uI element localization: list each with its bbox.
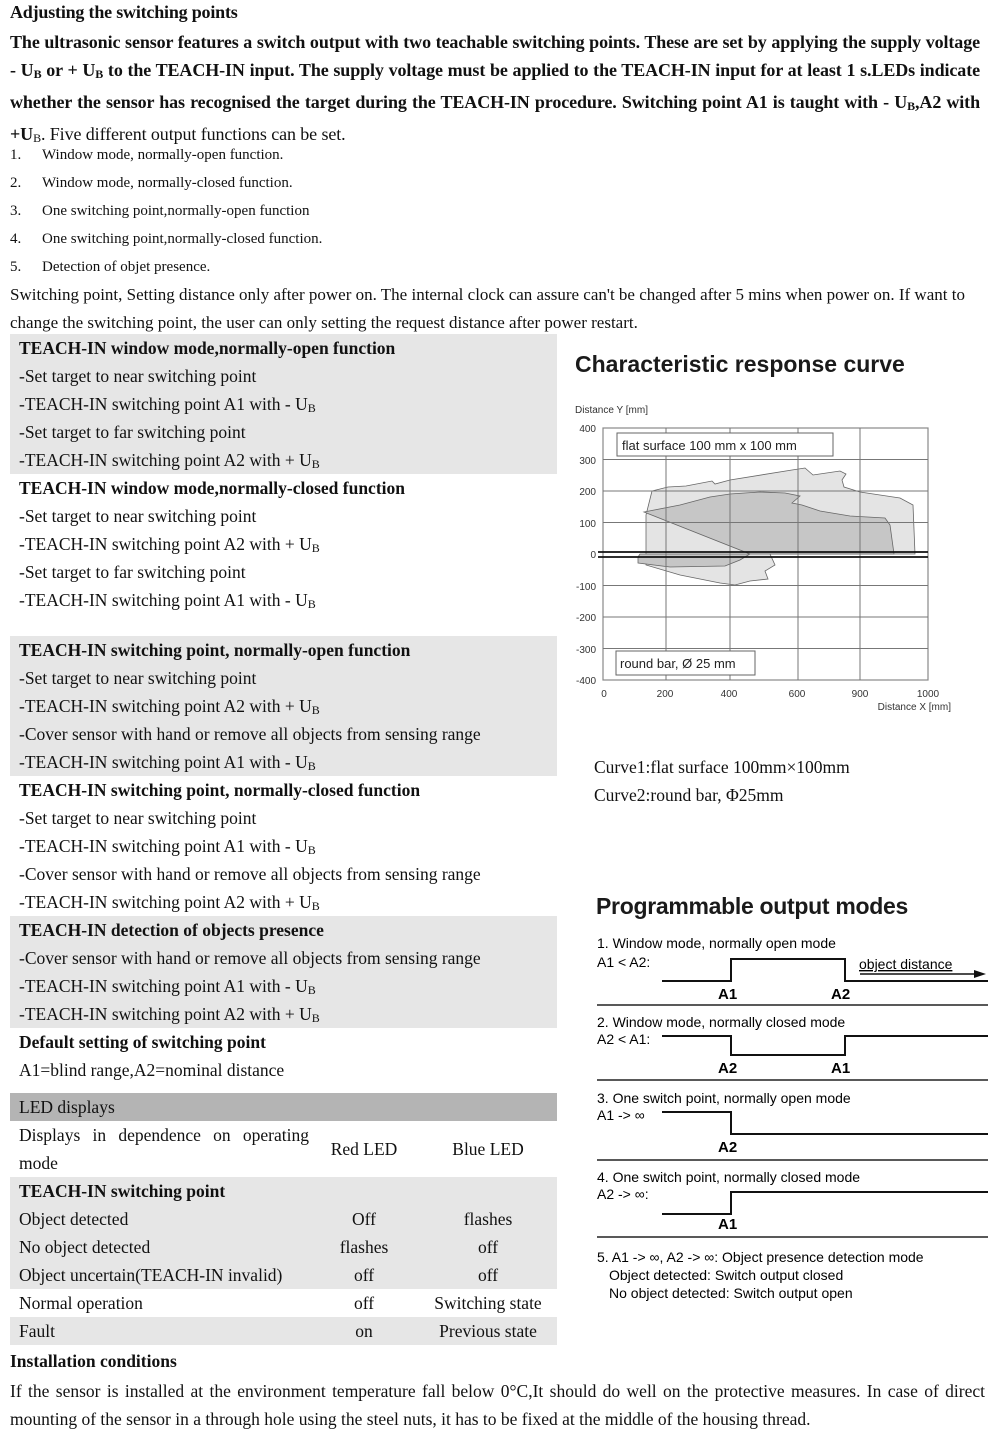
mode1-title: 1. Window mode, normally open mode — [597, 935, 836, 951]
block-step: -Set target to near switching point — [19, 366, 257, 386]
block-step: -Set target to far switching point — [19, 422, 246, 442]
red-led-value: off — [309, 1261, 419, 1289]
block-step: -Cover sensor with hand or remove all objects from sensing range — [19, 864, 481, 884]
curve-legend — [594, 753, 850, 809]
block-step: -Set target to near switching point — [19, 506, 257, 526]
default-setting-block — [10, 1028, 557, 1084]
blue-led-value: flashes — [419, 1205, 557, 1233]
teach-block-switch-nc — [10, 776, 557, 916]
mode2-signal — [662, 1036, 988, 1055]
table-row — [10, 1261, 557, 1289]
table-row — [10, 1317, 557, 1345]
block-step: -Set target to near switching point — [19, 808, 257, 828]
y-tick: -300 — [575, 645, 596, 656]
table-row — [10, 1289, 557, 1317]
mode4-label-a1: A1 — [718, 1216, 738, 1233]
subscript-b: B — [33, 131, 41, 145]
list-label: Window mode, normally-closed function. — [42, 175, 293, 191]
step-text: -TEACH-IN switching point A2 with + U — [19, 1004, 312, 1024]
object-distance-label: object distance — [859, 956, 953, 972]
step-text: -TEACH-IN switching point A2 with + U — [19, 892, 312, 912]
mode1-condition: A1 < A2: — [597, 954, 651, 970]
block-step: -Cover sensor with hand or remove all objects from sensing range — [19, 948, 481, 968]
step-text: -TEACH-IN switching point A1 with - U — [19, 590, 308, 610]
mode3-condition: A1 -> ∞ — [597, 1107, 645, 1123]
block-step: -Cover sensor with hand or remove all objects from sensing range — [19, 724, 481, 744]
section-title-installation: Installation conditions — [10, 1351, 177, 1371]
list-item — [10, 253, 322, 281]
list-number: 1. — [10, 147, 22, 163]
row-label: Object detected — [10, 1205, 309, 1233]
list-item — [10, 225, 322, 253]
subscript-b: B — [33, 67, 42, 81]
mode5-not-detected: No object detected: Switch output open — [609, 1285, 853, 1301]
mode2-label-a1: A1 — [831, 1060, 851, 1077]
row-label: Normal operation — [19, 1293, 143, 1313]
table-row — [10, 1205, 557, 1233]
table-header: LED displays — [10, 1093, 557, 1121]
list-number: 5. — [10, 259, 22, 275]
y-tick: -100 — [575, 582, 596, 593]
subscript-b: B — [311, 899, 320, 913]
list-number: 4. — [10, 231, 22, 247]
blue-led-value: off — [419, 1233, 557, 1261]
output-function-list — [10, 141, 322, 281]
annotation-text: round bar, Ø 25 mm — [620, 656, 736, 671]
block-step — [10, 530, 557, 558]
list-number: 3. — [10, 203, 22, 219]
output-mode-diagram — [590, 925, 990, 1310]
teach-block-switch-no — [10, 636, 557, 776]
y-tick: 300 — [579, 456, 596, 467]
subscript-b: B — [311, 541, 320, 555]
table-row — [10, 1233, 557, 1261]
intro-text-4: ,A2 with +U — [10, 92, 980, 144]
y-tick: 200 — [579, 487, 596, 498]
red-led-value: Off — [309, 1205, 419, 1233]
red-led-value: off — [353, 1293, 375, 1313]
list-label: Window mode, normally-open function. — [42, 147, 284, 163]
teach-block-presence — [10, 916, 557, 1028]
list-item — [10, 141, 322, 169]
mode2-label-a2: A2 — [718, 1060, 738, 1077]
blue-led-value: off — [419, 1261, 557, 1289]
programmable-modes-title: Programmable output modes — [596, 893, 908, 919]
list-item — [10, 197, 322, 225]
table-header-row — [10, 1093, 557, 1121]
chart-title: Characteristic response curve — [575, 351, 905, 377]
intro-text-2: or + U — [41, 60, 96, 80]
block-title: TEACH-IN window mode,normally-open function — [19, 338, 396, 358]
mode5-detected: Object detected: Switch output closed — [609, 1267, 844, 1283]
list-label: One switching point,normally-closed function. — [42, 231, 323, 247]
blue-led-value: Previous state — [419, 1317, 557, 1345]
col-desc-header: Displays in dependence on operating mode — [19, 1125, 309, 1173]
x-tick: 400 — [720, 689, 738, 700]
mode1-label-a1: A1 — [718, 986, 738, 1003]
x-tick: 900 — [851, 689, 869, 700]
y-tick: 400 — [579, 424, 596, 435]
curve1-legend: Curve1:flat surface 100mm×100mm — [594, 757, 850, 777]
intro-text-5: . Five different output functions can be set. — [40, 124, 346, 144]
block-title: TEACH-IN window mode,normally-closed function — [19, 478, 405, 498]
response-curve-chart — [560, 395, 980, 725]
curve2-legend: Curve2:round bar, Φ25mm — [594, 785, 784, 805]
block-step — [10, 446, 557, 474]
y-axis-label: Distance Y [mm] — [575, 405, 648, 416]
step-text: -TEACH-IN switching point A1 with - U — [19, 836, 308, 856]
step-text: -TEACH-IN switching point A2 with + U — [19, 534, 312, 554]
y-tick: 100 — [579, 519, 596, 530]
power-on-note: Switching point, Setting distance only after power on. The internal clock can assure can't be changed after 5 mins when power on. If want to change the switching point, the user can only setting the request distance after power restart. — [10, 285, 965, 332]
mode3-title: 3. One switch point, normally open mode — [597, 1090, 851, 1106]
x-axis-label: Distance X [mm] — [877, 702, 951, 713]
subscript-b: B — [307, 401, 316, 415]
row-label: No object detected — [10, 1233, 309, 1261]
block-title: TEACH-IN switching point, normally-open function — [19, 640, 411, 660]
subscript-b: B — [311, 457, 320, 471]
x-tick: 200 — [656, 689, 674, 700]
mode3-signal — [662, 1112, 988, 1134]
teach-block-window-nc — [10, 474, 557, 614]
installation-paragraph: If the sensor is installed at the environment temperature fall below 0°C,It should do well on the protective measures. In case of direct mounting of the sensor in a through hole using the steel nuts, it has to be fixed at the middle of the housing thread. — [10, 1381, 985, 1429]
block-title: TEACH-IN detection of objects presence — [19, 920, 324, 940]
subscript-b: B — [311, 1011, 320, 1025]
y-tick: 0 — [590, 550, 596, 561]
subscript-b: B — [307, 759, 316, 773]
subscript-b: B — [95, 67, 104, 81]
subscript-b: B — [307, 983, 316, 997]
red-led-value: flashes — [309, 1233, 419, 1261]
mode4-signal — [662, 1192, 988, 1214]
mode5-title: 5. A1 -> ∞, A2 -> ∞: Object presence detection mode — [597, 1249, 924, 1265]
intro-paragraph — [10, 28, 980, 152]
teach-block-window-no — [10, 334, 557, 474]
col-blue-header: Blue LED — [452, 1139, 524, 1159]
subscript-b: B — [311, 703, 320, 717]
block-step — [10, 1000, 557, 1028]
step-text: -TEACH-IN switching point A1 with - U — [19, 752, 308, 772]
y-tick: -400 — [575, 676, 596, 687]
led-display-table — [10, 1093, 557, 1345]
mode2-condition: A2 < A1: — [597, 1031, 651, 1047]
list-label: One switching point,normally-open function — [42, 203, 310, 219]
step-text: -TEACH-IN switching point A1 with - U — [19, 976, 308, 996]
subscript-b: B — [907, 99, 916, 113]
table-row — [10, 1121, 557, 1177]
subscript-b: B — [307, 597, 316, 611]
mode1-label-a2: A2 — [831, 986, 851, 1003]
annotation-text: flat surface 100 mm x 100 mm — [622, 438, 797, 453]
blue-led-value: Switching state — [434, 1293, 542, 1313]
intro-text-1: The ultrasonic sensor features a switch output with two teachable switching points. These are set by applying the supply voltage - U — [10, 32, 980, 80]
block-title: TEACH-IN switching point, normally-closed function — [19, 780, 421, 800]
subscript-b: B — [307, 843, 316, 857]
block-step — [10, 832, 557, 860]
block-step: A1=blind range,A2=nominal distance — [19, 1060, 285, 1080]
row-label: Fault — [10, 1317, 309, 1345]
step-text: -TEACH-IN switching point A1 with - U — [19, 394, 308, 414]
x-tick: 1000 — [916, 689, 940, 700]
list-item — [10, 169, 322, 197]
mode3-label-a2: A2 — [718, 1139, 738, 1156]
x-tick: 600 — [788, 689, 806, 700]
block-step — [10, 748, 557, 776]
table-section: TEACH-IN switching point — [10, 1177, 557, 1205]
block-step — [10, 390, 557, 418]
mode4-condition: A2 -> ∞: — [597, 1186, 649, 1202]
col-red-header: Red LED — [330, 1139, 398, 1159]
mode4-title: 4. One switch point, normally closed mode — [597, 1169, 861, 1185]
x-tick: 0 — [601, 689, 607, 700]
list-label: Detection of objet presence. — [42, 259, 211, 275]
mode2-title: 2. Window mode, normally closed mode — [597, 1014, 846, 1030]
block-title: Default setting of switching point — [19, 1032, 266, 1052]
step-text: -TEACH-IN switching point A2 with + U — [19, 450, 312, 470]
step-text: -TEACH-IN switching point A2 with + U — [19, 696, 312, 716]
block-step — [10, 586, 557, 614]
list-number: 2. — [10, 175, 22, 191]
arrow-right-icon — [974, 970, 986, 978]
intro-text-3: to the TEACH-IN input. The supply voltage must be applied to the TEACH-IN input for at least 1 s.LEDs indicate whether the sensor has recognised the target during the TEACH-IN procedure. Switching point A1 is taught with - U — [10, 60, 980, 112]
block-step: -Set target to near switching point — [19, 668, 257, 688]
block-step — [10, 972, 557, 1000]
y-tick: -200 — [575, 613, 596, 624]
red-led-value: on — [309, 1317, 419, 1345]
block-step — [10, 692, 557, 720]
block-step: -Set target to far switching point — [19, 562, 246, 582]
section-title-adjusting: Adjusting the switching points — [10, 2, 238, 22]
block-step — [10, 888, 557, 916]
plot-area — [598, 428, 928, 680]
row-label: Object uncertain(TEACH-IN invalid) — [10, 1261, 309, 1289]
table-section-row — [10, 1177, 557, 1205]
